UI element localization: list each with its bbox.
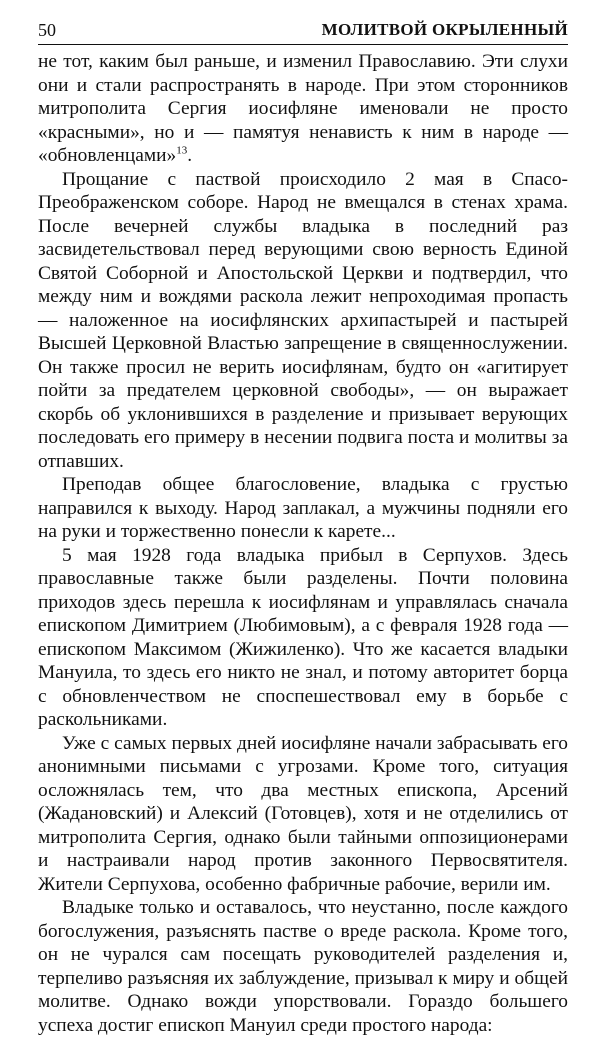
footnote-ref: 13 [176, 144, 188, 157]
paragraph-5: Уже с самых первых дней иосифляне начали забрасывать его анонимными письмами с угрозами. Кроме того, ситуация осложнялась тем, что два местных епископа, Арсений (Жадановский) и Алексий (Готовцев), хотя и не отделились от митрополита Сергия, однако были тайными оппозиционерами и настраивали народ против законного Первосвятителя. Жители Серпухова, особенно фабричные рабочие, верили им. [38, 732, 568, 895]
paragraph-1-text: не тот, каким был раньше, и изменил Православию. Эти слухи они и стали распространять в народе. При этом сторонников митрополита Сергия иосифляне именовали не просто «красными», но и — памятуя ненависть к ним в народе — «обновленцами» [38, 51, 568, 166]
paragraph-2: Прощание с паствой происходило 2 мая в Спасо-Преображенском соборе. Народ не вмещался в стенах храма. После вечерней службы владыка в последний раз засвидетельствовал перед верующими свою верность Единой Святой Соборной и Апостольской Церкви и подтвердил, что между ним и вождями раскола лежит непроходимая пропасть — наложенное на иосифлянских архипастырей и пастырей Высшей Церковной Властью запрещение в священнослужении. Он также просил не верить иосифлянам, будто он «агитирует пойти за предателем церковной свободы», — он выражает скорбь об уклонившихся в разделение и призывает верующих последовать его примеру в несении подвига поста и молитвы за отпавших. [38, 168, 568, 472]
running-header [38, 16, 568, 45]
page-number: 50 [38, 20, 56, 40]
paragraph-1-tail: . [187, 145, 193, 166]
paragraph-3: Преподав общее благословение, владыка с грустью направился к выходу. Народ заплакал, а мужчины подняли его на руки и торжественно понесли к карете... [38, 474, 568, 542]
paragraph-1 [38, 50, 568, 168]
paragraph-4: 5 мая 1928 года владыка прибыл в Серпухов. Здесь православные также были разделены. Почти половина приходов здесь перешла к иосифлянам и управлялась сначала епископом Димитрием (Любимовым), а с февраля 1928 года — епископом Максимом (Жижиленко). Что же касается владыки Мануила, то здесь его никто не знал, и потому авторитет борца с обновленчеством не споспешествовал ему в борьбе с раскольниками. [38, 544, 568, 730]
paragraph-6: Владыке только и оставалось, что неустанно, после каждого богослужения, разъяснять пастве о вреде раскола. Кроме того, он не чурался сам посещать руководителей разделения и, терпеливо разъясняя их заблуждение, призывал к миру и общей молитве. Однако вожди упорствовали. Гораздо большего успеха достиг епископ Мануил среди простого народа: [38, 897, 568, 1036]
page-body [38, 50, 568, 1037]
running-title: МОЛИТВОЙ ОКРЫЛЕННЫЙ [321, 20, 568, 39]
